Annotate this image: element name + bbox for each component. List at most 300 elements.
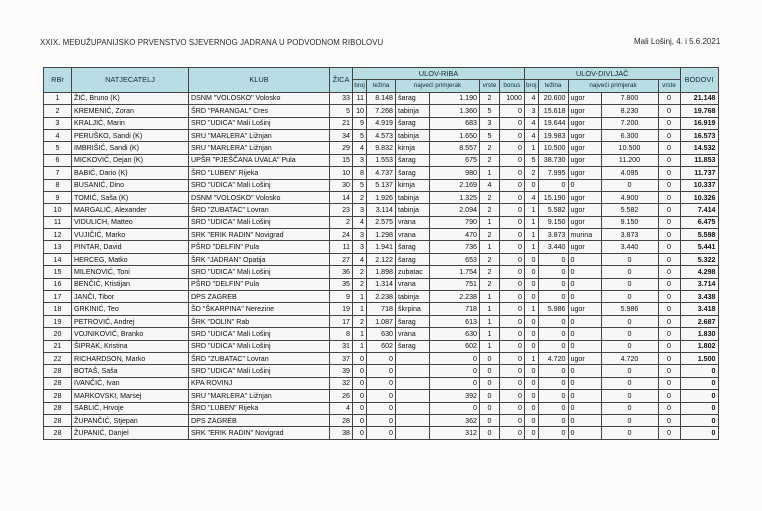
cell-game-largest-weight: 5.582 xyxy=(601,204,658,216)
results-body xyxy=(44,92,719,439)
cell-game-count: 0 xyxy=(525,390,539,402)
cell-fish-largest-weight: 980 xyxy=(430,167,480,179)
cell-game-count: 0 xyxy=(525,402,539,414)
cell-competitor: SABLIĆ, Hrvoje xyxy=(72,402,189,414)
cell-fish-bonus: 0 xyxy=(500,142,525,154)
cell-game-count: 0 xyxy=(525,278,539,290)
cell-game-count: 1 xyxy=(525,241,539,253)
cell-fish-bonus: 0 xyxy=(500,390,525,402)
cell-fish-count: 3 xyxy=(353,204,367,216)
cell-club: SRD "UDICA" Mali Lošinj xyxy=(189,340,330,352)
table-row xyxy=(44,390,719,402)
cell-game-weight: 3.440 xyxy=(538,241,568,253)
cell-game-weight: 10.500 xyxy=(538,142,568,154)
cell-game-count: 0 xyxy=(525,365,539,377)
cell-game-largest-weight: 0 xyxy=(601,377,658,389)
cell-club: ŠRD "ZUBATAC" Lovran xyxy=(189,204,330,216)
cell-game-largest-weight: 5.986 xyxy=(601,303,658,315)
header-klub: KLUB xyxy=(189,68,330,93)
cell-wire: 27 xyxy=(330,253,353,265)
cell-competitor: BABIĆ, Dario (K) xyxy=(72,167,189,179)
cell-game-weight: 0 xyxy=(538,390,568,402)
cell-rank: 6 xyxy=(44,154,72,166)
cell-competitor: BOTAŠ, Saša xyxy=(72,365,189,377)
cell-fish-bonus: 0 xyxy=(500,117,525,129)
cell-rank: 28 xyxy=(44,390,72,402)
cell-fish-count: 8 xyxy=(353,167,367,179)
cell-fish-largest-weight: 736 xyxy=(430,241,480,253)
cell-fish-bonus: 0 xyxy=(500,167,525,179)
cell-club: SRK "ERIK RADIN" Novigrad xyxy=(189,427,330,439)
cell-game-species-count: 0 xyxy=(658,365,680,377)
cell-rank: 14 xyxy=(44,253,72,265)
table-row xyxy=(44,216,719,228)
cell-fish-weight: 3.114 xyxy=(367,204,396,216)
cell-fish-weight: 1.898 xyxy=(367,266,396,278)
cell-fish-count: 4 xyxy=(353,142,367,154)
cell-fish-largest-weight: 8.557 xyxy=(430,142,480,154)
cell-competitor: ŽUPANIĆ, Danjel xyxy=(72,427,189,439)
cell-wire: 21 xyxy=(330,117,353,129)
cell-points: 0 xyxy=(680,414,718,426)
cell-game-largest-weight: 0 xyxy=(601,253,658,265)
cell-fish-bonus: 0 xyxy=(500,229,525,241)
cell-fish-largest-species: šarag xyxy=(396,315,430,327)
cell-fish-weight: 1.314 xyxy=(367,278,396,290)
cell-fish-count: 10 xyxy=(353,105,367,117)
cell-points: 10.337 xyxy=(680,179,718,191)
cell-fish-count: 1 xyxy=(353,340,367,352)
cell-fish-weight: 5.137 xyxy=(367,179,396,191)
cell-competitor: IVANČIĆ, Ivan xyxy=(72,377,189,389)
cell-game-count: 1 xyxy=(525,216,539,228)
table-row xyxy=(44,427,719,439)
cell-fish-weight: 8.148 xyxy=(367,92,396,104)
cell-fish-largest-species: vrana xyxy=(396,328,430,340)
cell-game-count: 0 xyxy=(525,266,539,278)
cell-competitor: HERCEG, Matko xyxy=(72,253,189,265)
cell-points: 1.830 xyxy=(680,328,718,340)
header-divljac-najveci: najveći primjerak xyxy=(568,80,658,92)
cell-game-largest-species: 0 xyxy=(568,427,601,439)
cell-game-weight: 15.618 xyxy=(538,105,568,117)
cell-fish-bonus: 0 xyxy=(500,365,525,377)
cell-fish-count: 0 xyxy=(353,402,367,414)
document-title: XXIX. MEĐUŽUPANIJSKO PRVENSTVO SJEVERNOG JADRANA U PODVODNOM RIBOLOVU xyxy=(40,38,384,47)
cell-fish-largest-species xyxy=(396,377,430,389)
cell-fish-count: 2 xyxy=(353,266,367,278)
cell-rank: 21 xyxy=(44,340,72,352)
cell-game-largest-species: 0 xyxy=(568,315,601,327)
cell-fish-weight: 9.832 xyxy=(367,142,396,154)
cell-club: SRK "ERIK RADIN" Novigrad xyxy=(189,229,330,241)
cell-fish-bonus: 0 xyxy=(500,402,525,414)
table-row xyxy=(44,117,719,129)
cell-fish-species-count: 2 xyxy=(480,266,500,278)
cell-game-largest-weight: 0 xyxy=(601,365,658,377)
cell-fish-largest-weight: 1.360 xyxy=(430,105,480,117)
cell-wire: 5 xyxy=(330,105,353,117)
cell-game-largest-species: 0 xyxy=(568,266,601,278)
cell-points: 5.598 xyxy=(680,229,718,241)
cell-game-largest-weight: 0 xyxy=(601,390,658,402)
cell-fish-bonus: 0 xyxy=(500,427,525,439)
cell-fish-weight: 4.573 xyxy=(367,129,396,141)
cell-wire: 29 xyxy=(330,142,353,154)
cell-game-weight: 7.995 xyxy=(538,167,568,179)
cell-fish-count: 3 xyxy=(353,229,367,241)
cell-fish-weight: 630 xyxy=(367,328,396,340)
cell-game-weight: 0 xyxy=(538,427,568,439)
cell-game-largest-weight: 0 xyxy=(601,414,658,426)
cell-fish-bonus: 0 xyxy=(500,105,525,117)
cell-fish-count: 4 xyxy=(353,216,367,228)
cell-game-count: 0 xyxy=(525,291,539,303)
cell-game-weight: 0 xyxy=(538,365,568,377)
cell-competitor: KREMENIĆ, Zoran xyxy=(72,105,189,117)
cell-game-weight: 3.873 xyxy=(538,229,568,241)
table-row xyxy=(44,92,719,104)
cell-game-species-count: 0 xyxy=(658,352,680,364)
cell-fish-largest-species: tabinja xyxy=(396,191,430,203)
cell-fish-largest-weight: 0 xyxy=(430,377,480,389)
cell-rank: 20 xyxy=(44,328,72,340)
cell-fish-largest-species: tabinja xyxy=(396,204,430,216)
cell-game-largest-weight: 3.873 xyxy=(601,229,658,241)
cell-wire: 23 xyxy=(330,204,353,216)
cell-fish-largest-species: šarag xyxy=(396,340,430,352)
cell-game-largest-species: ugor xyxy=(568,92,601,104)
table-row xyxy=(44,129,719,141)
cell-points: 16.919 xyxy=(680,117,718,129)
cell-game-count: 0 xyxy=(525,179,539,191)
cell-fish-largest-species xyxy=(396,427,430,439)
cell-game-largest-weight: 4.900 xyxy=(601,191,658,203)
cell-fish-bonus: 0 xyxy=(500,414,525,426)
cell-game-largest-weight: 6.300 xyxy=(601,129,658,141)
cell-game-weight: 0 xyxy=(538,377,568,389)
cell-game-species-count: 0 xyxy=(658,315,680,327)
cell-fish-largest-species: šarag xyxy=(396,241,430,253)
cell-club: ŠRD "LUBEN" Rijeka xyxy=(189,167,330,179)
cell-game-species-count: 0 xyxy=(658,414,680,426)
cell-fish-weight: 0 xyxy=(367,414,396,426)
cell-rank: 28 xyxy=(44,365,72,377)
cell-game-species-count: 0 xyxy=(658,179,680,191)
cell-rank: 13 xyxy=(44,241,72,253)
cell-fish-count: 1 xyxy=(353,328,367,340)
cell-fish-species-count: 0 xyxy=(480,414,500,426)
cell-fish-largest-weight: 675 xyxy=(430,154,480,166)
cell-game-largest-species: ugor xyxy=(568,142,601,154)
cell-club: ŠRD "PARANGAL" Cres xyxy=(189,105,330,117)
cell-game-count: 4 xyxy=(525,129,539,141)
table-row xyxy=(44,402,719,414)
cell-game-species-count: 0 xyxy=(658,427,680,439)
cell-game-largest-weight: 7.200 xyxy=(601,117,658,129)
cell-game-species-count: 0 xyxy=(658,154,680,166)
cell-competitor: ŽIĆ, Bruno (K) xyxy=(72,92,189,104)
cell-fish-species-count: 1 xyxy=(480,340,500,352)
cell-game-largest-species: 0 xyxy=(568,328,601,340)
cell-game-species-count: 0 xyxy=(658,278,680,290)
cell-fish-count: 5 xyxy=(353,179,367,191)
cell-game-species-count: 0 xyxy=(658,253,680,265)
cell-game-largest-species: 0 xyxy=(568,253,601,265)
cell-fish-largest-species: tabinja xyxy=(396,291,430,303)
cell-fish-weight: 0 xyxy=(367,377,396,389)
cell-fish-bonus: 0 xyxy=(500,253,525,265)
cell-rank: 11 xyxy=(44,216,72,228)
cell-fish-largest-species: vrana xyxy=(396,216,430,228)
cell-game-count: 3 xyxy=(525,105,539,117)
cell-club: PŠRD "DELFIN" Pula xyxy=(189,241,330,253)
cell-wire: 32 xyxy=(330,377,353,389)
cell-fish-bonus: 0 xyxy=(500,278,525,290)
cell-club: SRU "MARLERA" Ližnjan xyxy=(189,142,330,154)
cell-fish-count: 0 xyxy=(353,352,367,364)
cell-wire: 17 xyxy=(330,315,353,327)
cell-fish-largest-weight: 790 xyxy=(430,216,480,228)
cell-game-weight: 4.720 xyxy=(538,352,568,364)
cell-rank: 8 xyxy=(44,179,72,191)
cell-game-count: 4 xyxy=(525,191,539,203)
cell-rank: 18 xyxy=(44,303,72,315)
cell-rank: 28 xyxy=(44,414,72,426)
cell-competitor: MICKOVIĆ, Dejan (K) xyxy=(72,154,189,166)
cell-points: 1.802 xyxy=(680,340,718,352)
cell-rank: 7 xyxy=(44,167,72,179)
table-row xyxy=(44,377,719,389)
cell-fish-bonus: 0 xyxy=(500,241,525,253)
cell-competitor: MILENOVIĆ, Toni xyxy=(72,266,189,278)
table-row xyxy=(44,365,719,377)
cell-points: 14.532 xyxy=(680,142,718,154)
cell-points: 3.438 xyxy=(680,291,718,303)
cell-game-count: 0 xyxy=(525,328,539,340)
cell-competitor: JANČI, Tibor xyxy=(72,291,189,303)
cell-game-largest-weight: 4.095 xyxy=(601,167,658,179)
cell-rank: 9 xyxy=(44,191,72,203)
cell-points: 16.573 xyxy=(680,129,718,141)
cell-fish-bonus: 0 xyxy=(500,129,525,141)
cell-rank: 5 xyxy=(44,142,72,154)
cell-competitor: IMBRIŠIĆ, Sandi (K) xyxy=(72,142,189,154)
cell-game-weight: 19.644 xyxy=(538,117,568,129)
cell-game-weight: 15.190 xyxy=(538,191,568,203)
header-ulov-riba: ULOV-RIBA xyxy=(353,68,525,80)
cell-competitor: PINTAR, David xyxy=(72,241,189,253)
cell-game-count: 1 xyxy=(525,142,539,154)
cell-fish-count: 11 xyxy=(353,92,367,104)
cell-game-species-count: 0 xyxy=(658,229,680,241)
place-date: Mali Lošinj, 4. i 5.6.2021 xyxy=(634,37,721,46)
cell-fish-largest-species: šarag xyxy=(396,92,430,104)
cell-fish-species-count: 0 xyxy=(480,390,500,402)
cell-fish-bonus: 1000 xyxy=(500,92,525,104)
cell-game-largest-weight: 3.440 xyxy=(601,241,658,253)
cell-fish-weight: 1.941 xyxy=(367,241,396,253)
cell-fish-largest-weight: 470 xyxy=(430,229,480,241)
cell-points: 21.148 xyxy=(680,92,718,104)
cell-fish-largest-species: zubatac xyxy=(396,266,430,278)
cell-game-count: 0 xyxy=(525,427,539,439)
cell-wire: 2 xyxy=(330,216,353,228)
cell-fish-count: 5 xyxy=(353,129,367,141)
cell-club: SRD "UDICA" Mali Lošinj xyxy=(189,216,330,228)
cell-fish-largest-weight: 1.754 xyxy=(430,266,480,278)
cell-club: DSNM "VOLOSKO" Volosko xyxy=(189,191,330,203)
cell-competitor: VIDULICH, Matteo xyxy=(72,216,189,228)
cell-fish-count: 4 xyxy=(353,253,367,265)
table-row xyxy=(44,241,719,253)
cell-club: UPŠR "PJEŠČANA UVALA" Pula xyxy=(189,154,330,166)
cell-game-count: 5 xyxy=(525,154,539,166)
cell-game-count: 0 xyxy=(525,377,539,389)
cell-wire: 34 xyxy=(330,129,353,141)
cell-club: SRD "UDICA" Mali Lošinj xyxy=(189,365,330,377)
cell-fish-species-count: 0 xyxy=(480,427,500,439)
cell-fish-largest-species: škrpina xyxy=(396,303,430,315)
table-row xyxy=(44,414,719,426)
cell-fish-largest-weight: 1.325 xyxy=(430,191,480,203)
cell-game-count: 0 xyxy=(525,414,539,426)
cell-game-weight: 0 xyxy=(538,328,568,340)
cell-club: ŠRK "JADRAN" Opatija xyxy=(189,253,330,265)
cell-fish-species-count: 1 xyxy=(480,328,500,340)
cell-game-largest-species: 0 xyxy=(568,402,601,414)
cell-fish-species-count: 2 xyxy=(480,154,500,166)
cell-fish-count: 0 xyxy=(353,427,367,439)
cell-game-species-count: 0 xyxy=(658,129,680,141)
cell-wire: 35 xyxy=(330,278,353,290)
cell-fish-species-count: 5 xyxy=(480,129,500,141)
cell-fish-species-count: 5 xyxy=(480,105,500,117)
cell-game-largest-weight: 0 xyxy=(601,179,658,191)
cell-points: 0 xyxy=(680,365,718,377)
cell-game-largest-species: 0 xyxy=(568,390,601,402)
cell-fish-weight: 0 xyxy=(367,427,396,439)
cell-game-largest-species: 0 xyxy=(568,414,601,426)
cell-wire: 39 xyxy=(330,365,353,377)
header-riba-najveci: najveći primjerak xyxy=(396,80,480,92)
cell-fish-species-count: 3 xyxy=(480,117,500,129)
cell-rank: 3 xyxy=(44,117,72,129)
cell-fish-largest-weight: 392 xyxy=(430,390,480,402)
cell-fish-weight: 1.553 xyxy=(367,154,396,166)
cell-points: 5.322 xyxy=(680,253,718,265)
cell-competitor: PERUŠKO, Sandi (K) xyxy=(72,129,189,141)
cell-game-largest-species: ugor xyxy=(568,191,601,203)
header-zica: ŽICA xyxy=(330,68,353,93)
cell-fish-bonus: 0 xyxy=(500,266,525,278)
table-row xyxy=(44,229,719,241)
cell-wire: 15 xyxy=(330,154,353,166)
cell-points: 3.714 xyxy=(680,278,718,290)
cell-rank: 17 xyxy=(44,291,72,303)
cell-fish-bonus: 0 xyxy=(500,204,525,216)
cell-fish-largest-weight: 0 xyxy=(430,402,480,414)
cell-game-species-count: 0 xyxy=(658,204,680,216)
cell-game-largest-species: ugor xyxy=(568,167,601,179)
table-row xyxy=(44,154,719,166)
cell-fish-bonus: 0 xyxy=(500,352,525,364)
cell-fish-species-count: 1 xyxy=(480,291,500,303)
header-divljac-tezina: težina xyxy=(538,80,568,92)
cell-fish-count: 0 xyxy=(353,414,367,426)
cell-fish-species-count: 0 xyxy=(480,352,500,364)
table-row xyxy=(44,352,719,364)
cell-game-largest-weight: 10.500 xyxy=(601,142,658,154)
cell-fish-weight: 718 xyxy=(367,303,396,315)
cell-fish-largest-species: šarag xyxy=(396,154,430,166)
cell-club: DSNM "VOLOSKO" Volosko xyxy=(189,92,330,104)
table-row xyxy=(44,328,719,340)
cell-fish-largest-weight: 1.190 xyxy=(430,92,480,104)
cell-club: SRU "MARLERA" Ližnjan xyxy=(189,129,330,141)
cell-game-largest-weight: 0 xyxy=(601,340,658,352)
cell-fish-largest-species: vrana xyxy=(396,229,430,241)
cell-fish-count: 2 xyxy=(353,278,367,290)
cell-rank: 2 xyxy=(44,105,72,117)
cell-competitor: PETROVIĆ, Andrej xyxy=(72,315,189,327)
results-table xyxy=(43,67,719,440)
cell-game-largest-species: 0 xyxy=(568,340,601,352)
cell-game-largest-species: ugor xyxy=(568,129,601,141)
table-row xyxy=(44,142,719,154)
cell-fish-bonus: 0 xyxy=(500,377,525,389)
cell-game-largest-species: ugor xyxy=(568,154,601,166)
cell-fish-count: 3 xyxy=(353,241,367,253)
cell-fish-species-count: 1 xyxy=(480,303,500,315)
cell-wire: 28 xyxy=(330,414,353,426)
cell-fish-weight: 2.122 xyxy=(367,253,396,265)
cell-competitor: ŠIPRAK, Kristina xyxy=(72,340,189,352)
header-rbr: RBr xyxy=(44,68,72,93)
cell-game-largest-weight: 0 xyxy=(601,328,658,340)
cell-wire: 30 xyxy=(330,179,353,191)
cell-game-weight: 20.600 xyxy=(538,92,568,104)
cell-rank: 19 xyxy=(44,315,72,327)
header-riba-vrste: vrste xyxy=(480,80,500,92)
cell-fish-bonus: 0 xyxy=(500,315,525,327)
cell-game-species-count: 0 xyxy=(658,402,680,414)
cell-game-largest-weight: 0 xyxy=(601,315,658,327)
cell-fish-weight: 0 xyxy=(367,390,396,402)
table-row xyxy=(44,253,719,265)
cell-fish-weight: 1.087 xyxy=(367,315,396,327)
cell-wire: 38 xyxy=(330,427,353,439)
cell-game-largest-weight: 0 xyxy=(601,427,658,439)
cell-game-species-count: 0 xyxy=(658,390,680,402)
cell-game-species-count: 0 xyxy=(658,191,680,203)
cell-fish-weight: 602 xyxy=(367,340,396,352)
cell-points: 19.768 xyxy=(680,105,718,117)
cell-fish-count: 3 xyxy=(353,154,367,166)
cell-game-largest-weight: 0 xyxy=(601,291,658,303)
cell-game-species-count: 0 xyxy=(658,303,680,315)
cell-fish-largest-species: tabinja xyxy=(396,105,430,117)
cell-game-species-count: 0 xyxy=(658,117,680,129)
cell-wire: 37 xyxy=(330,352,353,364)
cell-game-count: 0 xyxy=(525,315,539,327)
cell-game-largest-species: ugor xyxy=(568,117,601,129)
cell-wire: 33 xyxy=(330,92,353,104)
header-riba-tezina: težina xyxy=(367,80,396,92)
table-row xyxy=(44,266,719,278)
cell-rank: 28 xyxy=(44,427,72,439)
cell-competitor: VOJNIKOVIĆ, Branko xyxy=(72,328,189,340)
